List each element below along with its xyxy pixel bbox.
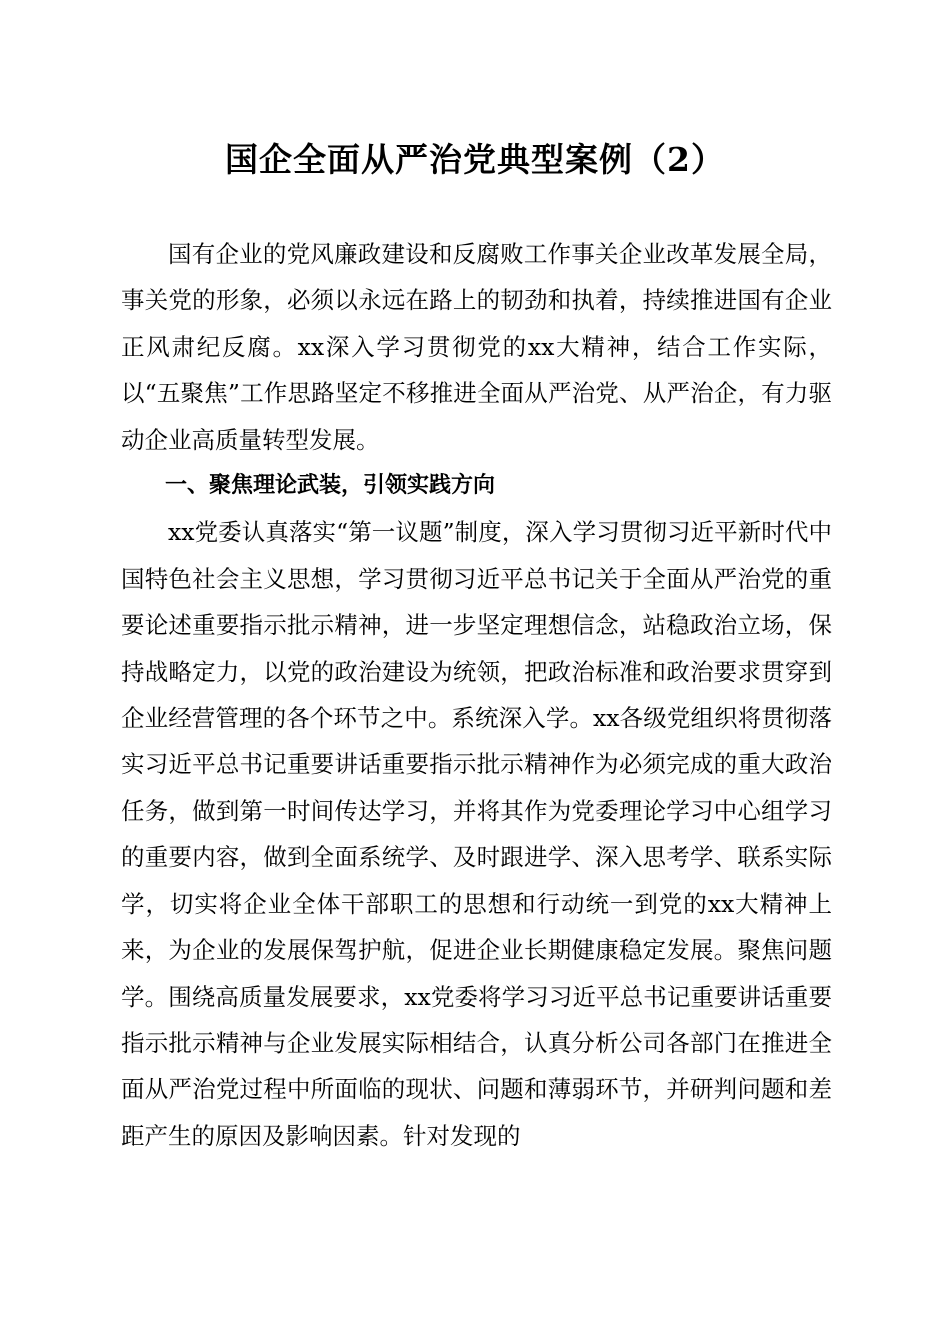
section-1-heading: 一、聚焦理论武装，引领实践方向 xyxy=(165,473,496,499)
section-1-paragraph: xx党委认真落实“第一议题”制度，深入学习贯彻习近平新时代中国特色社会主义思想，学习贯彻习近平总书记关于全面从严治党的重要论述重要指示批示精神，进一步坚定理想信念，站稳政治立场，保持战略定力，以党的政治建设为统领，把政治标准和政治要求贯穿到企业经营管理的各个环节之中。系统深入学。xx各级党组织将贯彻落实习近平总书记重要讲话重要指示批示精神作为必须完成的重大政治任务，做到第一时间传达学习，并将其作为党委理论学习中心组学习的重要内容，做到全面系统学、及时跟进学、深入思考学、联系实际学，切实将企业全体干部职工的思想和行动统一到党的xx大精神上来，为企业的发展保驾护航，促进企业长期健康稳定发展。聚焦问题学。围绕高质量发展要求，xx党委将学习习近平总书记重要讲话重要指示批示精神与企业发展实际相结合，认真分析公司各部门在推进全面从严治党过程中所面临的现状、问题和薄弱环节，并研判问题和差距产生的原因及影响因素。针对发现的 xyxy=(121,518,832,1150)
document-title: 国企全面从严治党典型案例（2） xyxy=(225,140,725,179)
intro-paragraph: 国有企业的党风廉政建设和反腐败工作事关企业改革发展全局，事关党的形象，必须以永远在路上的韧劲和执着，持续推进国有企业正风肃纪反腐。xx深入学习贯彻党的xx大精神，结合工作实际，以“五聚焦”工作思路坚定不移推进全面从严治党、从严治企，有力驱动企业高质量转型发展。 xyxy=(121,240,832,454)
document-body xyxy=(121,231,832,1159)
